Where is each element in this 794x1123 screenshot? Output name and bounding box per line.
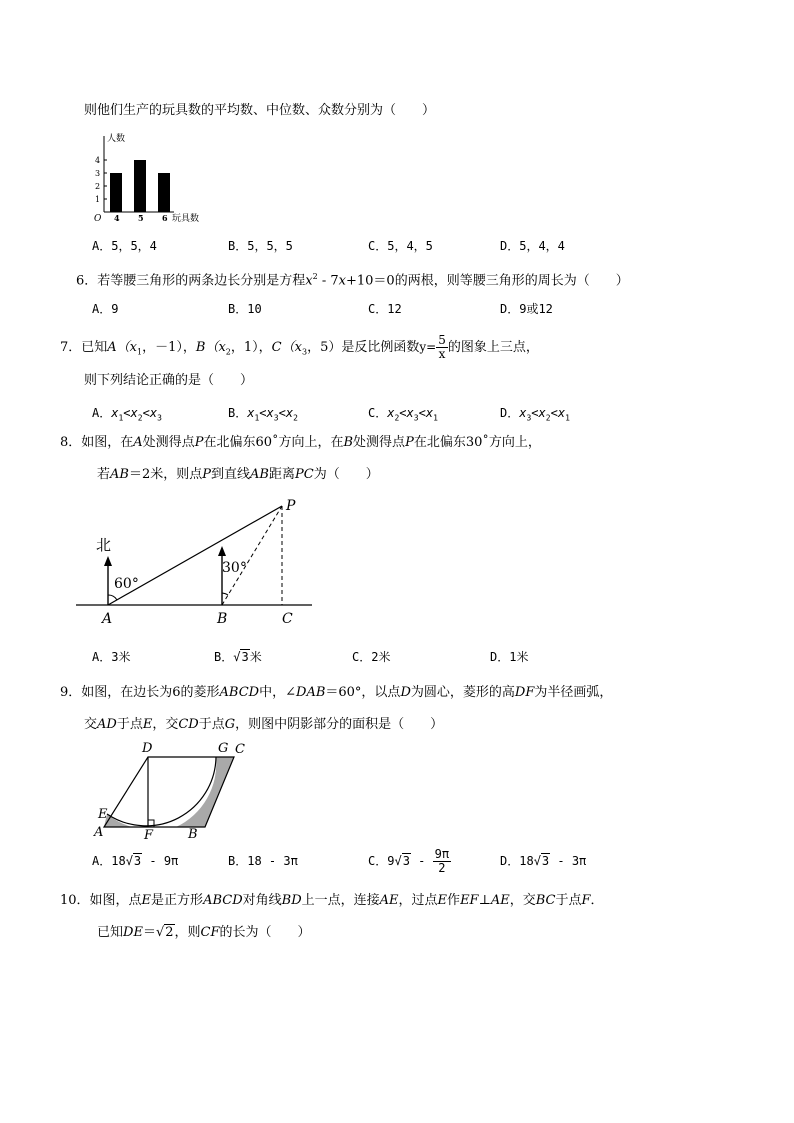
q8-stem: 8．如图，在A处测得点P在北偏东60˚方向上，在B处测得点P在北偏东30˚方向上， xyxy=(60,435,541,450)
q7-stem: 7．已知$A(x_1$，－1），$B(x_2$，1），$C(x_3$，5）是反比例函数y= $\frac{5}{x}$ 的图象上三点， xyxy=(60,333,539,361)
label-d: D xyxy=(142,741,153,756)
arrow-head-b xyxy=(218,546,226,556)
y-tick-label: 4 xyxy=(95,156,101,165)
q10-stem-line2: 已知DE＝√2，则CF的长为（ ） xyxy=(97,925,311,940)
x-tick-label: 5 xyxy=(138,213,144,222)
q9-option-d: D．18√3 - 3π xyxy=(500,854,587,868)
q5-option-d: D．5，4，4 xyxy=(500,239,565,253)
label-f: F xyxy=(144,828,154,840)
q9-option-c: C．9√3 - $\frac{9\pi}{2}$ xyxy=(368,847,450,875)
x-tick-label: 4 xyxy=(114,213,120,222)
q9-stem-line2: 交AD于点E，交CD于点G，则图中阴影部分的面积是（ ） xyxy=(84,717,444,732)
x-tick-label: 6 xyxy=(162,213,168,222)
q6-option-a: A．9 xyxy=(92,302,119,316)
q7-option-a: A．$x_1<x_2<x_3$ xyxy=(92,406,162,423)
q8-option-c: C．2米 xyxy=(352,650,391,664)
label-c: C xyxy=(282,611,293,627)
arrow-head-a xyxy=(104,556,112,566)
q9-figure xyxy=(88,740,258,840)
q7-option-b: B．$x_1<x_3<x_2$ xyxy=(228,406,298,423)
y-tick-label: 1 xyxy=(95,195,101,204)
shaded-right xyxy=(176,757,234,827)
q8-option-a: A．3米 xyxy=(92,650,131,664)
label-a: A xyxy=(94,825,104,840)
q8-figure xyxy=(72,494,332,634)
q7-option-d: D．$x_3<x_2<x_1$ xyxy=(500,406,570,423)
y-tick-label: 3 xyxy=(95,169,101,178)
q7-option-c: C．$x_2<x_3<x_1$ xyxy=(368,406,438,423)
q6-stem: 6．若等腰三角形的两条边长分别是方程$x^2 - 7x+10=0$的两根，则等腰三角形的周长为（ ） xyxy=(76,272,629,289)
label-30: 30° xyxy=(222,560,247,576)
label-b: B xyxy=(217,611,228,627)
q9-option-b: B．18 - 3π xyxy=(228,854,298,868)
bar xyxy=(158,173,170,212)
q8-option-d: D．1米 xyxy=(490,650,529,664)
q9-option-a: A．18√3 - 9π xyxy=(92,854,179,868)
label-e: E xyxy=(98,807,108,822)
q6-option-d: D．9或12 xyxy=(500,302,553,316)
q8-stem-line2: 若AB＝2米，则点P到直线AB距离PC为（ ） xyxy=(97,467,379,482)
angle-arc-a xyxy=(108,595,117,600)
bar-chart xyxy=(92,130,222,222)
label-c: C xyxy=(235,742,245,757)
q8-option-b: B．√3米 xyxy=(214,650,262,664)
label-b: B xyxy=(188,827,198,840)
q5-stem: 则他们生产的玩具数的平均数、中位数、众数分别为（ ） xyxy=(84,103,436,118)
q5-option-c: C．5，4，5 xyxy=(368,239,433,253)
label-p: P xyxy=(286,498,296,514)
y-tick-label: 2 xyxy=(95,182,101,191)
bar xyxy=(110,173,122,212)
q9-stem: 9．如图，在边长为6的菱形ABCD中，∠DAB＝60°，以点D为圆心，菱形的高DF为半径画弧， xyxy=(60,685,613,700)
label-g: G xyxy=(218,741,229,756)
angle-arc-b xyxy=(222,593,228,595)
q5-option-b: B．5，5，5 xyxy=(228,239,293,253)
q6-option-b: B．10 xyxy=(228,302,262,316)
q5-option-a: A．5，5，4 xyxy=(92,239,157,253)
x-axis-label: 玩具数 xyxy=(172,214,200,222)
label-60: 60° xyxy=(114,576,139,592)
bar xyxy=(134,160,146,212)
origin-label: O xyxy=(94,214,102,222)
y-axis-label: 人数 xyxy=(107,134,126,144)
q10-stem: 10．如图，点E是正方形ABCD对角线BD上一点，连接AE，过点E作EF⊥AE，交BC于点F． xyxy=(60,893,604,908)
label-a: A xyxy=(102,611,113,627)
q6-option-c: C．12 xyxy=(368,302,402,316)
q7-stem-line2: 则下列结论正确的是（ ） xyxy=(84,373,254,388)
segment-bp xyxy=(222,506,282,605)
label-north: 北 xyxy=(96,536,112,554)
